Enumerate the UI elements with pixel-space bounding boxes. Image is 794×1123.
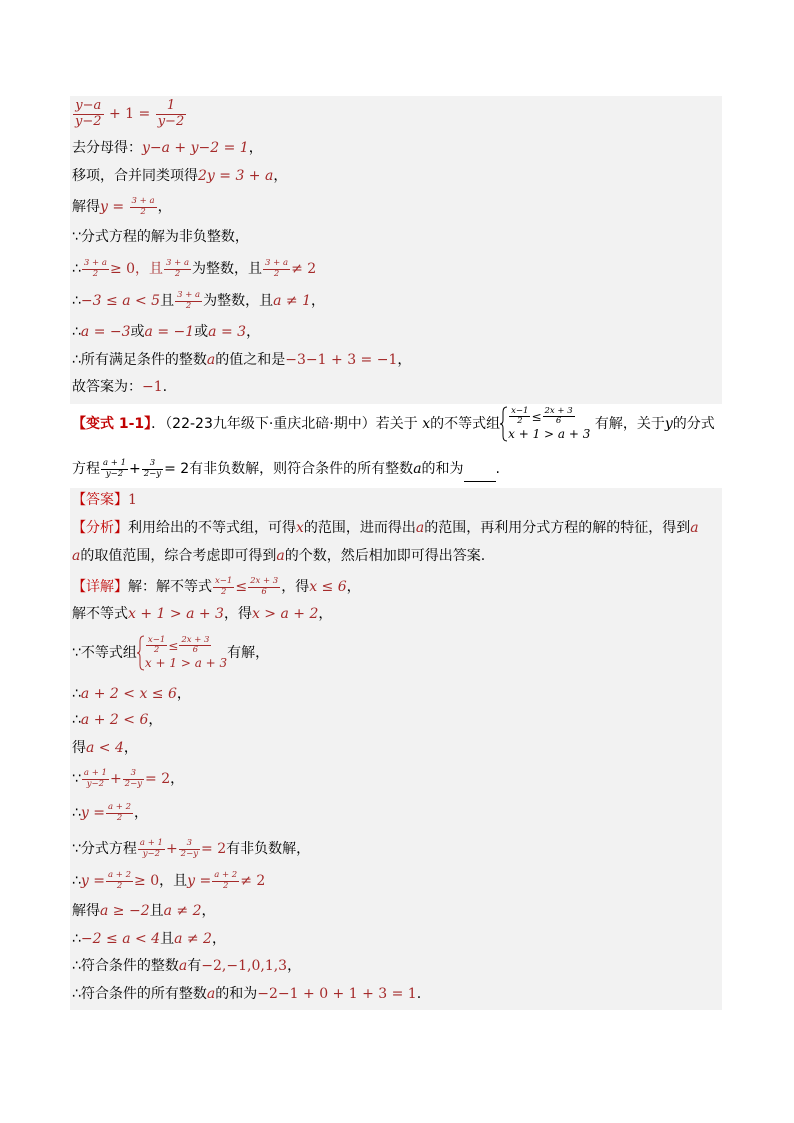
detail-line: ∵分式方程 $\frac{a + 1}{y-2}$ + $\frac{3}{2-y}$ = 2有非负数解， [72, 837, 311, 859]
step-line: ∴ $\frac{3 + a}{2}$ ≥ 0，且 $\frac{3 + a}{2}$ 为整数，且 $\frac{3 + a}{2}$ ≠ 2 [72, 257, 317, 279]
step-line: ∵分式方程的解为非负整数， [72, 229, 249, 245]
step-line: 去分母得：y−a + y−2 = 1， [72, 140, 263, 156]
problem-tag: 【变式 1-1】 [72, 416, 152, 432]
fraction: $\frac{3 + a}{2}$ [166, 257, 190, 279]
step-line: ∴a = −3或a = −1或a = 3， [72, 324, 261, 340]
analysis-line-1: 【分析】利用给出的不等式组，可得x的范围，进而得出a的范围，再利用分式方程的解的特征，得到a [72, 520, 699, 536]
fraction: $\frac{3 + a}{2}$ [265, 257, 289, 279]
detail-line: ∵不等式组 $\frac{x-1}{2}$ ≤ $\frac{2x + 3}{6}$ x + 1 > a + 3 有解， [72, 634, 270, 671]
step-line: 故答案为：−1. [72, 379, 168, 395]
step-line: 解得y = $\frac{3 + a}{2}$ ， [72, 195, 172, 217]
detail-line: 得a < 4， [72, 740, 138, 756]
fraction: $\frac{3 + a}{2}$ [83, 257, 107, 279]
fraction: $\frac{3 + a}{2}$ [131, 195, 155, 217]
detail-line: ∴a + 2 < 6， [72, 712, 163, 728]
inequality-system: $\frac{x-1}{2}$ ≤ $\frac{2x + 3}{6}$ x + 1 > a + 3 [137, 635, 227, 671]
answer-blank [464, 467, 496, 482]
fraction: $\frac{3 + a}{2}$ [177, 289, 201, 311]
step-line: ∴−3 ≤ a < 5且 $\frac{3 + a}{2}$ 为整数，且a ≠ 1， [72, 289, 325, 311]
problem-line-1: 【变式 1-1】．（22-23九年级下·重庆北碚·期中）若关于 x的不等式组 $\frac{x-1}{2}$ ≤ $\frac{2x + 3}{6}$ x + 1 > a + 3 有解，关于y的分式 [72, 405, 715, 442]
step-line: ∴所有满足条件的整数a的值之和是−3−1 + 3 = −1， [72, 352, 412, 368]
detail-line: ∵ $\frac{a + 1}{y-2}$ + $\frac{3}{2-y}$ = 2， [72, 767, 185, 789]
detail-line: ∴a + 2 < x ≤ 6， [72, 686, 191, 702]
answer-line: 【答案】1 [72, 492, 137, 508]
brace-icon [500, 406, 508, 442]
detail-line: ∴y = $\frac{a + 2}{2}$ ， [72, 801, 149, 823]
fraction: $\frac{y-a}{y-2}$ [75, 97, 102, 129]
detail-line: ∴符合条件的所有整数a的和为−2−1 + 0 + 1 + 3 = 1. [72, 986, 422, 1002]
detail-line: 【详解】解：解不等式 $\frac{x-1}{2}$ ≤ $\frac{2x + 3}{6}$ ，得x ≤ 6， [72, 575, 361, 597]
fraction: $\frac{1}{y-2}$ [157, 97, 185, 129]
detail-line: ∴符合条件的整数a有−2,−1,0,1,3， [72, 958, 302, 974]
analysis-line-2: a的取值范围，综合考虑即可得到a的个数，然后相加即可得出答案. [72, 548, 486, 564]
problem-line-2: 方程 $\frac{a + 1}{y-2}$ + $\frac{3}{2-y}$ = 2有非负数解，则符合条件的所有整数a的和为 . [72, 456, 722, 482]
detail-line: ∴y = $\frac{a + 2}{2}$ ≥ 0，且y = $\frac{a + 2}{2}$ ≠ 2 [72, 869, 266, 891]
brace-icon [137, 635, 145, 671]
detail-line: 解不等式x + 1 > a + 3，得x > a + 2， [72, 606, 333, 622]
inequality-system: $\frac{x-1}{2}$ ≤ $\frac{2x + 3}{6}$ x + 1 > a + 3 [500, 406, 590, 442]
detail-line: ∴−2 ≤ a < 4且a ≠ 2， [72, 931, 226, 947]
step-line: 移项，合并同类项得2y = 3 + a， [72, 168, 288, 184]
equation-line: $\frac{y-a}{y-2}$ + 1 = $\frac{1}{y-2}$ [75, 97, 185, 129]
detail-line: 解得a ≥ −2且a ≠ 2， [72, 903, 216, 919]
